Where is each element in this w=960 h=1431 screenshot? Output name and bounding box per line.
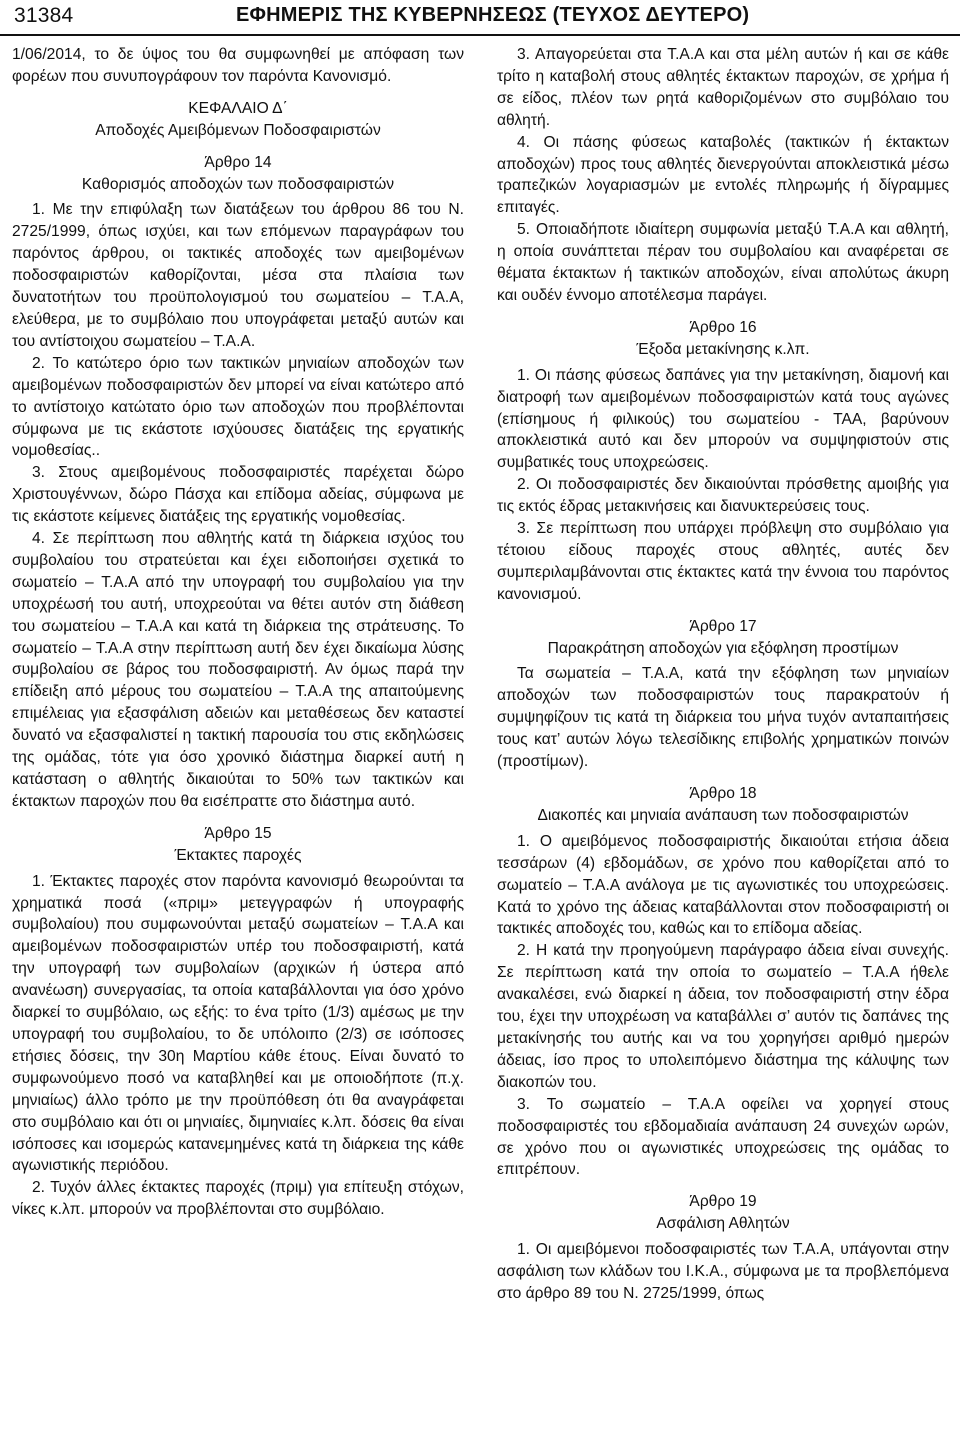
article-15-subtitle: Έκτακτες παροχές [174, 846, 302, 864]
article-18-paragraph-1: 1. Ο αμειβόμενος ποδοσφαιριστής δικαιούται ετήσια άδεια τεσσάρων (4) εβδομάδων, σε χρόνο που καθορίζεται από το σωματείο – Τ.Α.Α ανάλογα με τις αγωνιστικές του υποχρεώσεις. Κατά το χρόνο της άδειας καταβάλλονται στον ποδοσφαιριστή οι τακτικές αποδοχές του, καθώς και το επίδομα αδείας. [497, 832, 949, 938]
article-14-paragraph-3: 3. Στους αμειβομένους ποδοσφαιριστές παρέχεται δώρο Χριστουγέννων, δώρο Πάσχα και επίδομα αδείας, σύμφωνα με τις εκάστοτε κείμενες διατάξεις της εργατικής νομοθεσίας. [12, 464, 464, 526]
article-16-paragraph-1: 1. Οι πάσης φύσεως δαπάνες για την μετακίνηση, διαμονή και διατροφή των αμειβομένων ποδοσφαιριστών κατά τους αγώνες (επίσημους ή φιλικούς) του σωματείου - ΤΑΑ, βαρύνουν αποκλειστικά αυτό και δεν μπορούν να συμψηφιστούν στις συμβατικές τους υποχρεώσεις. [497, 366, 949, 472]
article-16-title: Άρθρο 16 [689, 318, 757, 336]
article-18-title: Άρθρο 18 [689, 785, 757, 802]
article-14-paragraph-2: 2. Το κατώτερο όριο των τακτικών μηνιαίων αποδοχών των αμειβομένων ποδοσφαιριστών δεν μπορεί να είναι κατώτερο από το αντίστοιχο κατώτατο όριο των αποδοχών που προβλέπονται σύμφωνα με τις εκάστοτε ισχύουσες διατάξεις της εργατικής νομοθεσίας.. [12, 354, 464, 460]
header-rule [0, 34, 960, 36]
article-16-subtitle: Έξοδα μετακίνησης κ.λπ. [636, 340, 810, 358]
article-18-paragraph-2: 2. Η κατά την προηγούμενη παράγραφο άδεια είναι συνεχής. Σε περίπτωση κατά την οποία το σωματείο – Τ.Α.Α ήθελε ανακαλέσει, ενώ διαρκεί η άδεια, τον ποδοσφαιριστή στην έδρα του, έχει την υποχρέωση να καταβάλλει σ’ αυτόν τις δαπάνες της μετακίνησής του αυτής και να του χορηγήσει αριθμό ημερών άδειας, ίσο προς το υπολειπόμενο διάστημα της κάλυψης των διακοπών του. [497, 942, 949, 1091]
article-14-paragraph-1: 1. Με την επιφύλαξη των διατάξεων του άρθρου 86 του Ν. 2725/1999, όπως ισχύει, και των επόμενων παραγράφων του παρόντος άρθρου, οι τακτικές αποδοχές των αμειβομένων ποδοσφαιριστών καθορίζονται, μέσα στα πλαίσια των δυνατοτήτων του προϋπολογισμού του σωματείου – Τ.Α.Α, ελεύθερα, με το συμβόλαιο που υπογράφεται μεταξύ αυτών και του αντίστοιχου σωματείου – Τ.Α.Α. [12, 201, 464, 350]
article-14-subtitle: Καθορισμός αποδοχών των ποδοσφαιριστών [81, 175, 395, 193]
article-14-paragraph-4: 4. Σε περίπτωση που αθλητής κατά τη διάρκεια ισχύος του συμβολαίου του στρατεύεται και έχει ειδοποιήσει σχετικά το σωματείο – Τ.Α.Α από την υπογραφή του συμβολαίου για την υποχρέωσή του αυτή, υποχρεούται να θέτει αυτόν στη διάθεση του σωματείου – Τ.Α.Α και κατά τη διάρκεια της στράτευσης. Το σωματείο – Τ.Α.Α στην περίπτωση αυτή δεν έχει δικαίωμα λύσης συμβολαίου σε βάρος του ποδοσφαιριστή. Αν όμως παρά την επίδειξη από μέρους του σωματείου – Τ.Α.Α της απαιτούμενης επιμέλειας για εξασφάλιση αδειών και μεταθέσεως δεν καταστεί δυνατό να εξασφαλιστεί η τακτική παρουσία του στις εκδηλώσεις της ομάδας, τότε για όσο χρονικό διάστημα διαρκεί αυτή η κατάσταση ο αθλητής δικαιούται το 50% των τακτικών και έκτακτων παροχών που θα εισέπραττε στο διάστημα αυτό. [12, 530, 464, 810]
article-17-title: Άρθρο 17 [689, 617, 757, 635]
article-14-title: Άρθρο 14 [204, 153, 272, 171]
article-16-paragraph-2: 2. Οι ποδοσφαιριστές δεν δικαιούνται πρόσθετης αμοιβής για τις εκτός έδρας μετακινήσεις και διανυκτερεύσεις τους. [497, 476, 949, 516]
right-column [497, 44, 949, 1305]
article-15-paragraph-5: 5. Οποιαδήποτε ιδιαίτερη συμφωνία μεταξύ Τ.Α.Α και αθλητή, η οποία συνάπτεται πέραν του συμβολαίου και αναφέρεται σε θέματα έκτακτων ή τακτικών αποδοχών, είναι απολύτως άκυρη και ουδέν έννομο αποτέλεσμα παράγει. [497, 221, 949, 304]
article-15-paragraph-2: 2. Τυχόν άλλες έκτακτες παροχές (πριμ) για επίτευξη στόχων, νίκες κ.λπ. μπορούν να προβλέπονται στο συμβόλαιο. [12, 1179, 464, 1219]
gazette-title: ΕΦΗΜΕΡΙΣ ΤΗΣ ΚΥΒΕΡΝΗΣΕΩΣ (ΤΕΥΧΟΣ ΔΕΥΤΕΡΟ) [236, 4, 750, 26]
article-19-title: Άρθρο 19 [689, 1193, 757, 1211]
article-18-paragraph-3: 3. Το σωματείο – Τ.Α.Α οφείλει να χορηγεί στους ποδοσφαιριστές του εβδομαδιαία ανάπαυση 24 συνεχών ωρών, σε χρόνο που οι αγωνιστικές υποχρεώσεις της ομάδας το επιτρέπουν. [497, 1095, 949, 1179]
article-15-paragraph-4: 4. Οι πάσης φύσεως καταβολές (τακτικών ή έκτακτων αποδοχών) προς τους αθλητές διενεργούνται αποκλειστικά μέσω τραπεζικών λογαριασμών με εντολές πληρωμής ή δίγραμμες επιταγές. [497, 133, 949, 217]
chapter-subtitle: Αποδοχές Αμειβόμενων Ποδοσφαιριστών [95, 121, 381, 139]
article-15-paragraph-3: 3. Απαγορεύεται στα Τ.Α.Α και στα μέλη αυτών ή και σε κάθε τρίτο η καταβολή στους αθλητές έκτακτων παροχών, σε χρήμα ή σε είδος, πλέον των ρητά καθοριζομένων στο συμβόλαιο του αθλητή. [497, 46, 949, 129]
article-18-subtitle: Διακοπές και μηνιαία ανάπαυση των ποδοσφαιριστών [537, 806, 909, 824]
page-header [0, 0, 960, 36]
article-16-paragraph-3: 3. Σε περίπτωση που υπάρχει πρόβλεψη στο συμβόλαιο για τέτοιου είδους παροχές στους αθλητές, αυτές δεν συμπεριλαμβάνονται στις έκτακτες κατά την έννοια του παρόντος κανονισμού. [497, 520, 949, 603]
article-19-subtitle: Ασφάλιση Αθλητών [656, 1215, 790, 1233]
article-17-paragraph-1: Τα σωματεία – Τ.Α.Α, κατά την εξόφληση των μηνιαίων αποδοχών των ποδοσφαιριστών τους παρακρατούν ή συμψηφίζουν τις κατά τη διάρκεια του μήνα τυχόν ανταπαιτήσεις τους κατ’ αυτών λόγω τελεσίδικης επιβολής χρηματικών ποινών (προστίμων). [497, 665, 949, 771]
article-15-title: Άρθρο 15 [204, 824, 272, 842]
article-19-paragraph-1: 1. Οι αμειβόμενοι ποδοσφαιριστές των Τ.Α.Α, υπάγονται στην ασφάλιση των κλάδων του Ι.Κ.Α., σύμφωνα με τα προβλεπόμενα στο άρθρο 89 του Ν. 2725/1999, όπως [497, 1241, 949, 1302]
intro-paragraph: 1/06/2014, το δε ύψος του θα συμφωνηθεί με απόφαση των φορέων που συνυπογράφουν τον παρόντα Κανονισμό. [12, 46, 464, 85]
article-17-subtitle: Παρακράτηση αποδοχών για εξόφληση προστίμων [547, 639, 899, 657]
article-15-paragraph-1: 1. Έκτακτες παροχές στον παρόντα κανονισμό θεωρούνται τα χρηματικά ποσά («πριμ» μετεγγραφών ή υπογραφής συμβολαίου) που συμφωνούνται μεταξύ σωματείων – Τ.Α.Α και αμειβομένων ποδοσφαιριστών υπέρ του ποδοσφαιριστή, κατά την υπογραφή των συμβολαίων (αρχικών ή ύστερα από ανανέωση) συνεργασίας, τα οποία καταβάλλονται για όσο χρόνο διαρκεί το συμβόλαιο, ως εξής: το ένα τρίτο (1/3) αμέσως με την υπογραφή του συμβολαίου, το δε υπόλοιπο (2/3) σε ισόποσες ετήσιες δόσεις, την 30η Μαρτίου κάθε έτους. Είναι δυνατό το συμφωνούμενο ποσό να καταβληθεί και με οποιοδήποτε (π.χ. μηνιαίως) άλλο τρόπο με την προϋπόθεση ότι θα αναγράφεται στο συμβόλαιο και ότι οι μηνιαίες, διμηνιαίες κ.λπ. δόσεις θα είναι ισόποσες και ισομερώς κατανεμημένες κατά τη διάρκεια της κάθε αγωνιστικής περιόδου. [12, 872, 464, 1175]
chapter-title: ΚΕΦΑΛΑΙΟ Δ΄ [188, 99, 288, 117]
page-number: 31384 [14, 4, 74, 27]
left-column [12, 44, 464, 1221]
